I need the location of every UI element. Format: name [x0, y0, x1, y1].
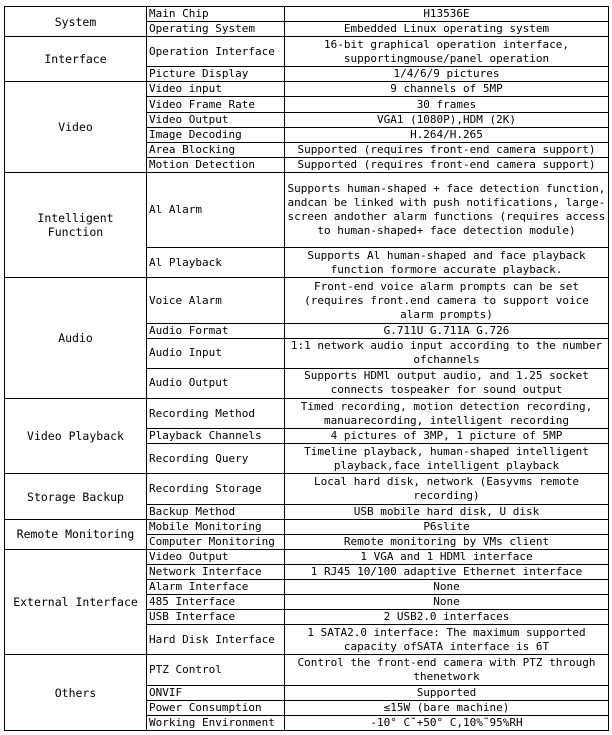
spec-item-cell: Main Chip: [147, 7, 285, 22]
spec-value-cell: Front-end voice alarm prompts can be set (requires front.end camera to support voice alarm prompts): [285, 278, 609, 323]
spec-value-cell: Supported (requires front-end camera support): [285, 157, 609, 172]
spec-value-cell: Supports HDMl output audio, and 1.25 socket connects tospeaker for sound output: [285, 368, 609, 398]
spec-value-cell: None: [285, 580, 609, 595]
spec-value-cell: 2 USB2.0 interfaces: [285, 610, 609, 625]
spec-value-cell: G.711U G.711A G.726: [285, 323, 609, 338]
spec-value-cell: P6slite: [285, 519, 609, 534]
spec-item-cell: Backup Method: [147, 504, 285, 519]
spec-item-cell: ONVIF: [147, 685, 285, 700]
spec-value-cell: H13536E: [285, 7, 609, 22]
spec-row: [5, 172, 609, 247]
spec-value-cell: Supports human-shaped + face detection function, andcan be linked with push notifications, large-screen andother alarm functions (requires access to human-shaped+ face detection module): [285, 172, 609, 247]
spec-value-cell: None: [285, 595, 609, 610]
spec-value-cell: Supports Al human-shaped and face playback function formore accurate playback.: [285, 248, 609, 278]
spec-value-cell: 30 frames: [285, 97, 609, 112]
spec-row: [5, 278, 609, 323]
spec-value-cell: Local hard disk, network (Easyvms remote recording): [285, 474, 609, 504]
spec-value-cell: 1 VGA and 1 HDMl interface: [285, 549, 609, 564]
spec-row: [5, 519, 609, 534]
spec-value-cell: ≤15W (bare machine): [285, 700, 609, 715]
spec-item-cell: Al Playback: [147, 248, 285, 278]
spec-item-cell: Audio Format: [147, 323, 285, 338]
spec-item-cell: Recording Storage: [147, 474, 285, 504]
spec-item-cell: Video Output: [147, 549, 285, 564]
spec-value-cell: 1 SATA2.0 interface: The maximum supported capacity ofSATA interface is 6T: [285, 625, 609, 655]
spec-item-cell: Video Frame Rate: [147, 97, 285, 112]
spec-item-cell: Working Environment: [147, 715, 285, 730]
spec-item-cell: USB Interface: [147, 610, 285, 625]
spec-table: [4, 6, 609, 731]
spec-value-cell: -10° C˜+50° C,10%˜95%RH: [285, 715, 609, 730]
spec-item-cell: Audio Input: [147, 338, 285, 368]
spec-row: [5, 399, 609, 429]
spec-item-cell: 485 Interface: [147, 595, 285, 610]
category-cell: Remote Monitoring: [5, 519, 147, 549]
spec-item-cell: Video input: [147, 82, 285, 97]
spec-row: [5, 82, 609, 97]
spec-row: [5, 37, 609, 67]
spec-value-cell: Timed recording, motion detection recording, manuarecording, intelligent recording: [285, 399, 609, 429]
category-cell: Intelligent Function: [5, 172, 147, 278]
category-cell: Storage Backup: [5, 474, 147, 519]
spec-item-cell: Motion Detection: [147, 157, 285, 172]
spec-row: [5, 7, 609, 22]
spec-value-cell: VGA1 (1080P),HDM (2K): [285, 112, 609, 127]
spec-value-cell: 4 pictures of 3MP, 1 picture of 5MP: [285, 429, 609, 444]
category-cell: Others: [5, 655, 147, 731]
spec-item-cell: Playback Channels: [147, 429, 285, 444]
spec-row: [5, 549, 609, 564]
spec-item-cell: Operating System: [147, 22, 285, 37]
spec-value-cell: 16-bit graphical operation interface, supportingmouse/panel operation: [285, 37, 609, 67]
category-cell: System: [5, 7, 147, 37]
spec-item-cell: Power Consumption: [147, 700, 285, 715]
spec-value-cell: USB mobile hard disk, U disk: [285, 504, 609, 519]
spec-item-cell: Al Alarm: [147, 172, 285, 247]
spec-item-cell: Video Output: [147, 112, 285, 127]
spec-value-cell: Supported: [285, 685, 609, 700]
spec-value-cell: 1/4/6/9 pictures: [285, 67, 609, 82]
spec-value-cell: 1:1 network audio input according to the number ofchannels: [285, 338, 609, 368]
spec-item-cell: Computer Monitoring: [147, 534, 285, 549]
spec-item-cell: Hard Disk Interface: [147, 625, 285, 655]
spec-item-cell: Network Interface: [147, 564, 285, 579]
spec-item-cell: Image Decoding: [147, 127, 285, 142]
spec-value-cell: Embedded Linux operating system: [285, 22, 609, 37]
spec-value-cell: Control the front-end camera with PTZ through thenetwork: [285, 655, 609, 685]
spec-item-cell: Audio Output: [147, 368, 285, 398]
spec-item-cell: Area Blocking: [147, 142, 285, 157]
spec-item-cell: Operation Interface: [147, 37, 285, 67]
category-cell: Audio: [5, 278, 147, 399]
category-cell: External Interface: [5, 549, 147, 655]
category-cell: Video: [5, 82, 147, 172]
spec-item-cell: PTZ Control: [147, 655, 285, 685]
spec-item-cell: Alarm Interface: [147, 580, 285, 595]
spec-row: [5, 474, 609, 504]
spec-row: [5, 655, 609, 685]
spec-value-cell: Timeline playback, human-shaped intelligent playback,face intelligent playback: [285, 444, 609, 474]
spec-value-cell: H.264/H.265: [285, 127, 609, 142]
spec-item-cell: Recording Query: [147, 444, 285, 474]
category-cell: Interface: [5, 37, 147, 82]
category-cell: Video Playback: [5, 399, 147, 474]
spec-item-cell: Recording Method: [147, 399, 285, 429]
spec-item-cell: Voice Alarm: [147, 278, 285, 323]
spec-item-cell: Mobile Monitoring: [147, 519, 285, 534]
spec-value-cell: 9 channels of 5MP: [285, 82, 609, 97]
spec-value-cell: Remote monitoring by VMs client: [285, 534, 609, 549]
spec-item-cell: Picture Display: [147, 67, 285, 82]
spec-value-cell: Supported (requires front-end camera support): [285, 142, 609, 157]
spec-table-body: [5, 7, 609, 731]
spec-value-cell: 1 RJ45 10/100 adaptive Ethernet interface: [285, 564, 609, 579]
